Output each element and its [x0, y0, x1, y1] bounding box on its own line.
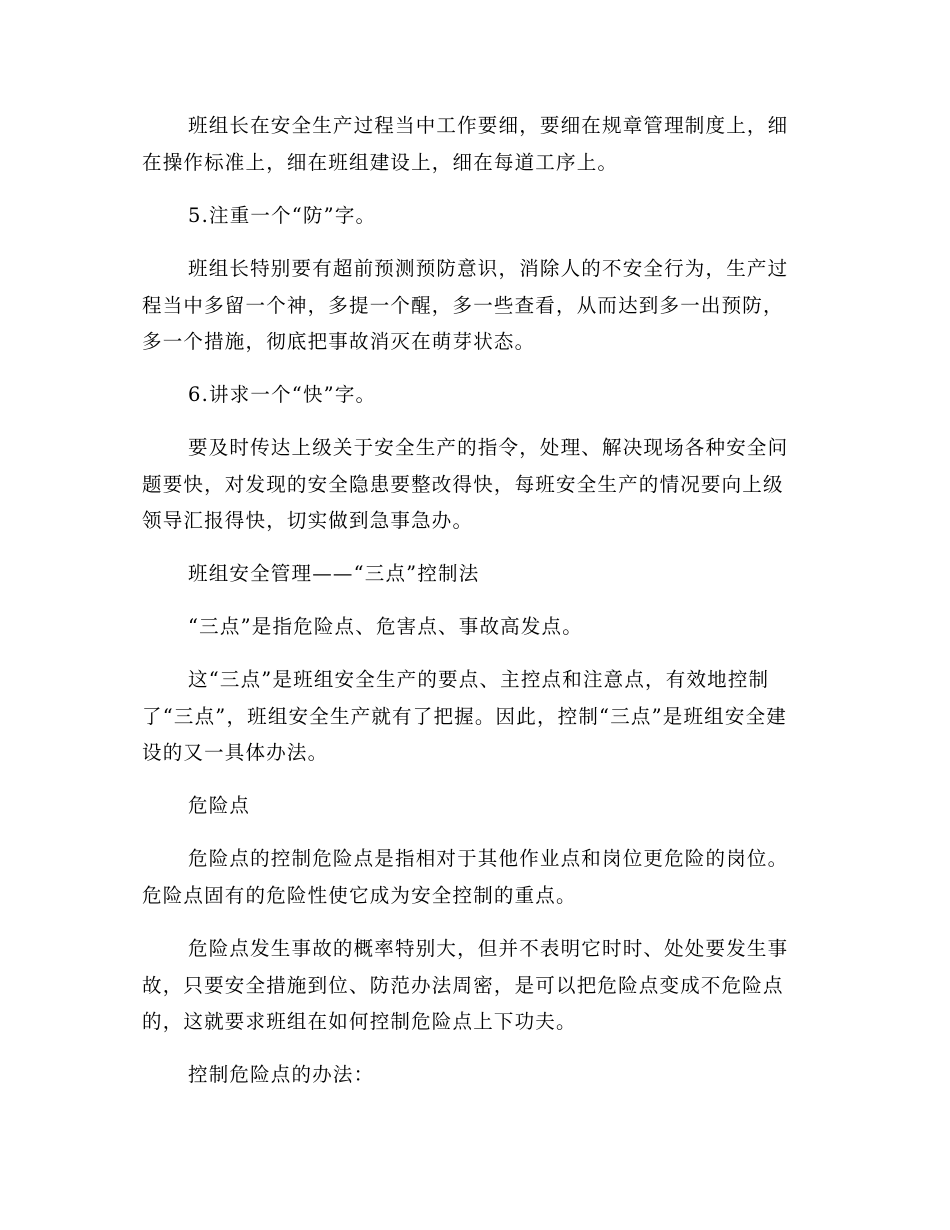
paragraph-prevention: 班组长特别要有超前预测预防意识，消除人的不安全行为，生产过程当中多留一个神，多提一个醒，多一些查看，从而达到多一出预防，多一个措施，彻底把事故消灭在萌芽状态。: [142, 257, 789, 353]
heading-three-points: 班组安全管理——“三点”控制法: [188, 562, 480, 585]
paragraph-three-points-definition: “三点”是指危险点、危害点、事故高发点。: [188, 615, 583, 638]
paragraph-detail-work: 班组长在安全生产过程当中工作要细，要细在规章管理制度上，细在操作标准上，细在班组建设上，细在每道工序上。: [142, 114, 789, 174]
heading-prevention: 5.注重一个“防”字。: [188, 204, 377, 227]
heading-control-methods: 控制危险点的办法：: [188, 1063, 375, 1086]
paragraph-three-points-importance: 这“三点”是班组安全生产的要点、主控点和注意点，有效地控制了“三点”，班组安全生产就有了把握。因此，控制“三点”是班组安全建设的又一具体办法。: [142, 668, 787, 764]
heading-danger-point: 危险点: [188, 794, 251, 817]
heading-speed: 6.讲求一个“快”字。: [188, 383, 377, 406]
paragraph-speed: 要及时传达上级关于安全生产的指令，处理、解决现场各种安全问题要快，对发现的安全隐患要整改得快，每班安全生产的情况要向上级领导汇报得快，切实做到急事急办。: [142, 436, 789, 532]
paragraph-danger-point-probability: 危险点发生事故的概率特别大，但并不表明它时时、处处要发生事故，只要安全措施到位、防范办法周密，是可以把危险点变成不危险点的，这就要求班组在如何控制危险点上下功夫。: [142, 937, 789, 1033]
paragraph-danger-point-control: 危险点的控制危险点是指相对于其他作业点和岗位更危险的岗位。危险点固有的危险性使它成为安全控制的重点。: [142, 847, 789, 907]
